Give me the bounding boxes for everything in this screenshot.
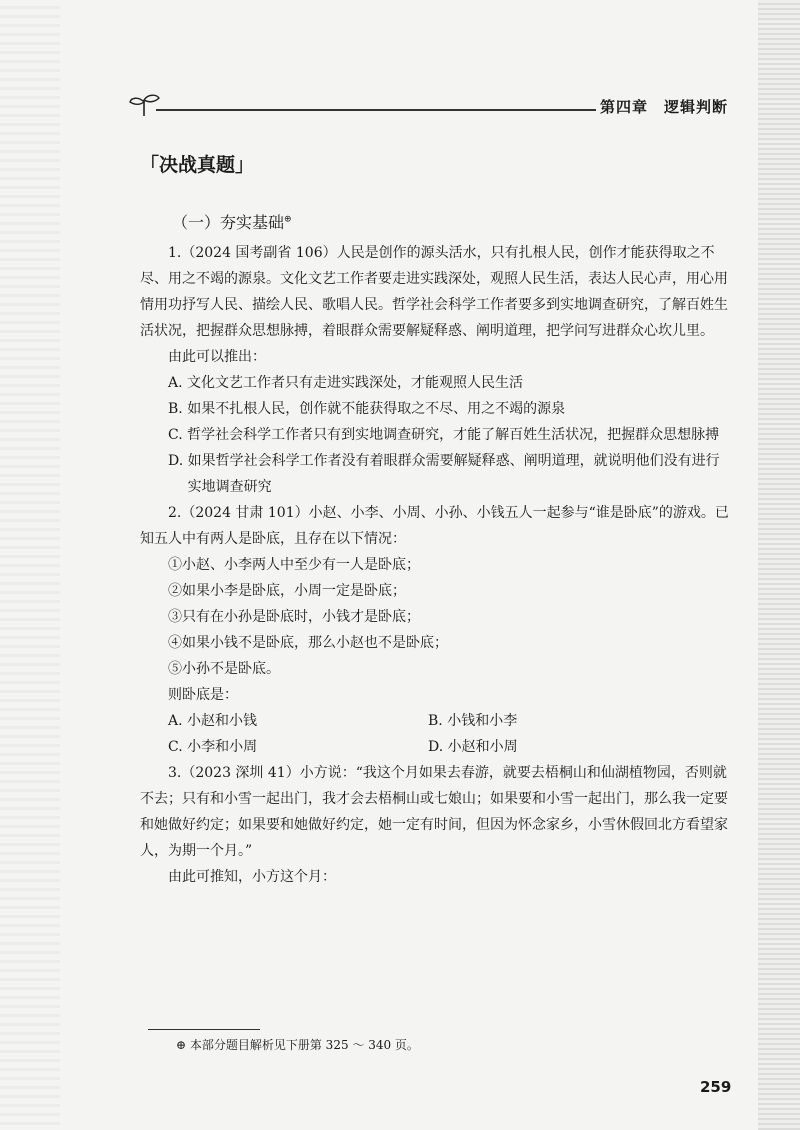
q2-options-row-2 [140, 734, 730, 760]
q1-prompt: 由此可以推出： [168, 349, 266, 365]
footnote-marker-icon: ⊕ [284, 214, 292, 225]
q1-option-d: D. 如果哲学社会科学工作者没有着眼群众需要解疑释惑、阐明道理，就说明他们没有进行实地调查研究 [168, 453, 720, 495]
q2-condition-3: ③只有在小孙是卧底时，小钱才是卧底； [168, 609, 420, 625]
q2-stem: 2.（2024 甘肃 101）小赵、小李、小周、小孙、小钱五人一起参与“谁是卧底”的游戏。已知五人中有两人是卧底，且存在以下情况： [140, 505, 729, 547]
q2-condition-1: ①小赵、小李两人中至少有一人是卧底； [168, 557, 420, 573]
q2-condition-5: ⑤小孙不是卧底。 [168, 661, 280, 677]
footnote: ⊕ 本部分题目解析见下册第 325 ～ 340 页。 [176, 1038, 419, 1052]
q1-stem: 1.（2024 国考副省 106）人民是创作的源头活水，只有扎根人民，创作才能获得取之不尽、用之不竭的源泉。文化文艺工作者要走进实践深处，观照人民生活，表达人民心声，用心用情用功抒写人民、描绘人民、歌唱人民。哲学社会科学工作者要多到实地调查研究，了解百姓生活状况，把握群众思想脉搏，着眼群众需要解疑释惑、阐明道理，把学问写进群众心坎儿里。 [140, 245, 728, 339]
chapter-title: 第四章 逻辑判断 [599, 98, 728, 116]
question-content [140, 240, 730, 890]
sprout-icon [128, 92, 162, 118]
q3-prompt: 由此可推知，小方这个月： [168, 869, 336, 885]
scan-left-margin [0, 0, 60, 1130]
q2-prompt: 则卧底是： [168, 687, 238, 703]
q2-condition-4: ④如果小钱不是卧底，那么小赵也不是卧底； [168, 635, 448, 651]
q2-options-row-1 [140, 708, 730, 734]
header-rule [156, 109, 596, 111]
q2-option-a: A. 小赵和小钱 [168, 713, 258, 729]
q2-option-c: C. 小李和小周 [168, 739, 258, 755]
subsection-title [172, 210, 292, 233]
section-title: 「决战真题」 [140, 154, 255, 176]
q2-option-b: B. 小钱和小李 [428, 713, 518, 729]
scan-right-edge [758, 0, 800, 1130]
q1-option-b: B. 如果不扎根人民，创作就不能获得取之不尽、用之不竭的源泉 [168, 401, 566, 417]
page-header [128, 92, 728, 122]
q1-option-a: A. 文化文艺工作者只有走进实践深处，才能观照人民生活 [168, 375, 524, 391]
q2-option-d: D. 小赵和小周 [428, 739, 518, 755]
footnote-rule [148, 1029, 260, 1030]
q1-option-c: C. 哲学社会科学工作者只有到实地调查研究，才能了解百姓生活状况，把握群众思想脉搏 [168, 427, 720, 443]
page-number: 259 [700, 1078, 732, 1096]
q3-stem: 3.（2023 深圳 41）小方说：“我这个月如果去春游，就要去梧桐山和仙湖植物园，否则就不去；只有和小雪一起出门，我才会去梧桐山或七娘山；如果要和小雪一起出门，那么我一定要和她做好约定；如果要和她做好约定，她一定有时间，但因为怀念家乡，小雪休假回北方看望家人，为期一个月。” [140, 765, 728, 859]
q2-condition-2: ②如果小李是卧底，小周一定是卧底； [168, 583, 406, 599]
subsection-title-text: （一）夯实基础 [172, 213, 285, 232]
